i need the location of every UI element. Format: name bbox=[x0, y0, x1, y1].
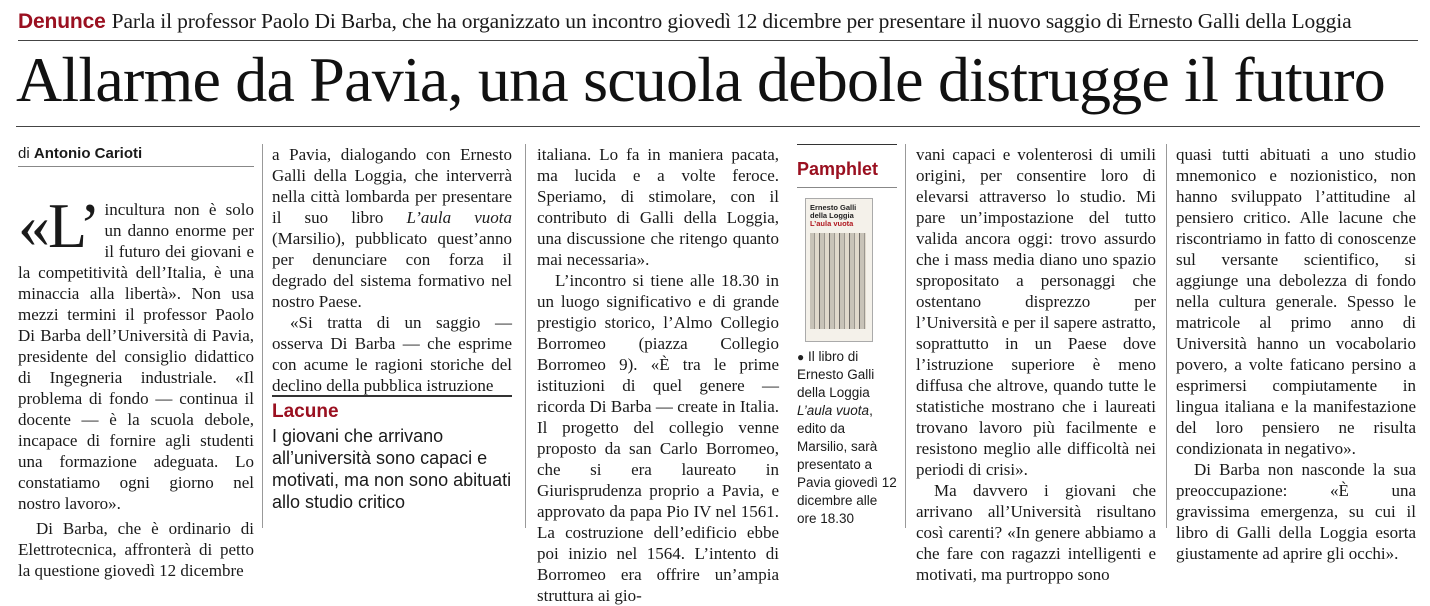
caption-text: , edito da Marsilio, sarà presentato a Pavia giovedì 12 dicembre alle ore 18.30 bbox=[797, 403, 897, 526]
book-title-inline: L’aula vuota bbox=[406, 208, 512, 227]
paragraph-text: (Marsilio), pubblicato quest’anno per denunciare con forza il degrado del sistema formativo nel nostro Paese. bbox=[272, 229, 512, 311]
book-caption bbox=[797, 348, 897, 528]
pamphlet-title: Pamphlet bbox=[797, 144, 897, 188]
paragraph: «Si tratta di un saggio — osserva Di Barba — che esprime con acume le ragioni storiche del declino della pubblica istruzione bbox=[272, 313, 512, 395]
column-divider bbox=[525, 144, 526, 528]
book-cover-art bbox=[810, 233, 866, 329]
byline bbox=[18, 144, 254, 167]
book-cover-image bbox=[805, 198, 873, 342]
column-1 bbox=[18, 144, 254, 581]
caption-book-title: L’aula vuota bbox=[797, 403, 870, 418]
paragraph: Ma davvero i giovani che arrivano all’Università risultano così carenti? «In genere abbiamo a che fare con ragazzi intelligenti e motivati, ma purtroppo sono bbox=[916, 481, 1156, 584]
paragraph-text: incultura non è solo un danno enorme per il futuro dei giovani e la competitività dell’Italia, è una minaccia alla libertà». Non usa mezzi termini il professor Paolo Di Barba dell’Università di Pavia, presidente del consiglio didattico di Ingegneria industriale. «Il problema di fondo — continua il docente — è la scuola debole, incapace di fornire agli studenti una formazione adeguata. Lo constatiamo ogni giorno nel nostro lavoro». bbox=[18, 200, 254, 513]
kicker bbox=[18, 4, 1418, 41]
column-5 bbox=[1176, 144, 1416, 564]
headline-rule bbox=[16, 126, 1420, 127]
byline-author: Antonio Carioti bbox=[33, 145, 143, 162]
caption-text: Il libro di Ernesto Galli della Loggia bbox=[797, 349, 875, 400]
paragraph: italiana. Lo fa in maniera pacata, ma lucida e a volte feroce. Speriamo, di stimolare, con il contributo di Galli della Loggia, una discussione che ritengo quanto mai necessaria». bbox=[537, 145, 779, 269]
column-divider bbox=[1166, 144, 1167, 528]
headline: Allarme da Pavia, una scuola debole distrugge il futuro bbox=[16, 44, 1385, 115]
pull-quote bbox=[272, 395, 512, 513]
pull-quote-title: Lacune bbox=[272, 401, 339, 422]
paragraph: Di Barba, che è ordinario di Elettrotecnica, affronterà di petto la questione giovedì 12 dicembre bbox=[18, 519, 254, 580]
bullet-icon: ● bbox=[797, 350, 805, 364]
paragraph: L’incontro si tiene alle 18.30 in un luogo significativo e di grande prestigio storico, l’Almo Collegio Borromeo (piazza Collegio Borromeo 9). «È tra le prime istituzioni di quel genere — ricorda Di Barba — create in Italia. Il progetto del collegio venne proposto da san Carlo Borromeo, che si era laureato in Giurisprudenza proprio a Pavia, e approvato da papa Pio IV nel 1561. La costruzione dell’edificio ebbe poi inizio nel 1564. L’intento di Borromeo era offrire un’ampia struttura ai gio- bbox=[537, 271, 779, 605]
paragraph: Di Barba non nasconde la sua preoccupazione: «È una gravissima emergenza, su cui il libro di Galli della Loggia esorta giustamente ad aprire gli occhi». bbox=[1176, 460, 1416, 563]
book-cover-author: Ernesto Galli della Loggia bbox=[810, 203, 857, 220]
column-divider bbox=[262, 144, 263, 528]
column-2 bbox=[272, 144, 512, 396]
kicker-tag: Denunce bbox=[18, 10, 106, 33]
paragraph bbox=[18, 190, 254, 514]
pull-quote-text: I giovani che arrivano all’università sono capaci e motivati, ma non sono abituati allo studio critico bbox=[272, 426, 512, 512]
byline-prefix: di bbox=[18, 145, 30, 162]
pamphlet-box bbox=[797, 144, 897, 528]
column-divider bbox=[905, 144, 906, 528]
column-3 bbox=[537, 144, 779, 606]
paragraph: quasi tutti abituati a uno studio mnemonico e nozionistico, non hanno sviluppato l’attitudine al pensiero critico. Alle lacune che riscontriamo in fatto di conoscenze sul versante scientifico, si aggiunge una debolezza di fondo nella cultura generale. Spesso le matricole al primo anno di Università hanno un vocabolario povero, a volte faticano persino a esprimersi compiutamente in lingua italiana e la manifestazione del loro pensiero ne risulta condizionata in negativo». bbox=[1176, 145, 1416, 458]
book-cover-title: L’aula vuota bbox=[810, 219, 854, 228]
paragraph bbox=[272, 144, 512, 312]
paragraph: vani capaci e volenterosi di umili origini, per consentire loro di elevarsi attraverso lo studio. Mi pare un’impostazione del tutto valida ancora oggi: trovo assurdo che i mass media diano uno spazio spropositato a personaggi che ostentano disprezzo per l’Università e per il sapere astratto, soprattutto in un Paese dove l’istruzione superiore è meno diffusa che altrove, quando tutte le statistiche mostrano che i laureati trovano lavoro più facilmente e resistono meglio alle difficoltà nei periodi di crisi». bbox=[916, 145, 1156, 479]
column-4 bbox=[916, 144, 1156, 585]
paragraph-text: a Pavia, dialogando con Ernesto Galli della Loggia, che interverrà nella città lombarda per presentare il suo libro bbox=[272, 145, 512, 227]
dropcap: «L’ bbox=[18, 190, 99, 261]
kicker-text: Parla il professor Paolo Di Barba, che ha organizzato un incontro giovedì 12 dicembre per presentare il nuovo saggio di Ernesto Galli della Loggia bbox=[111, 9, 1352, 33]
